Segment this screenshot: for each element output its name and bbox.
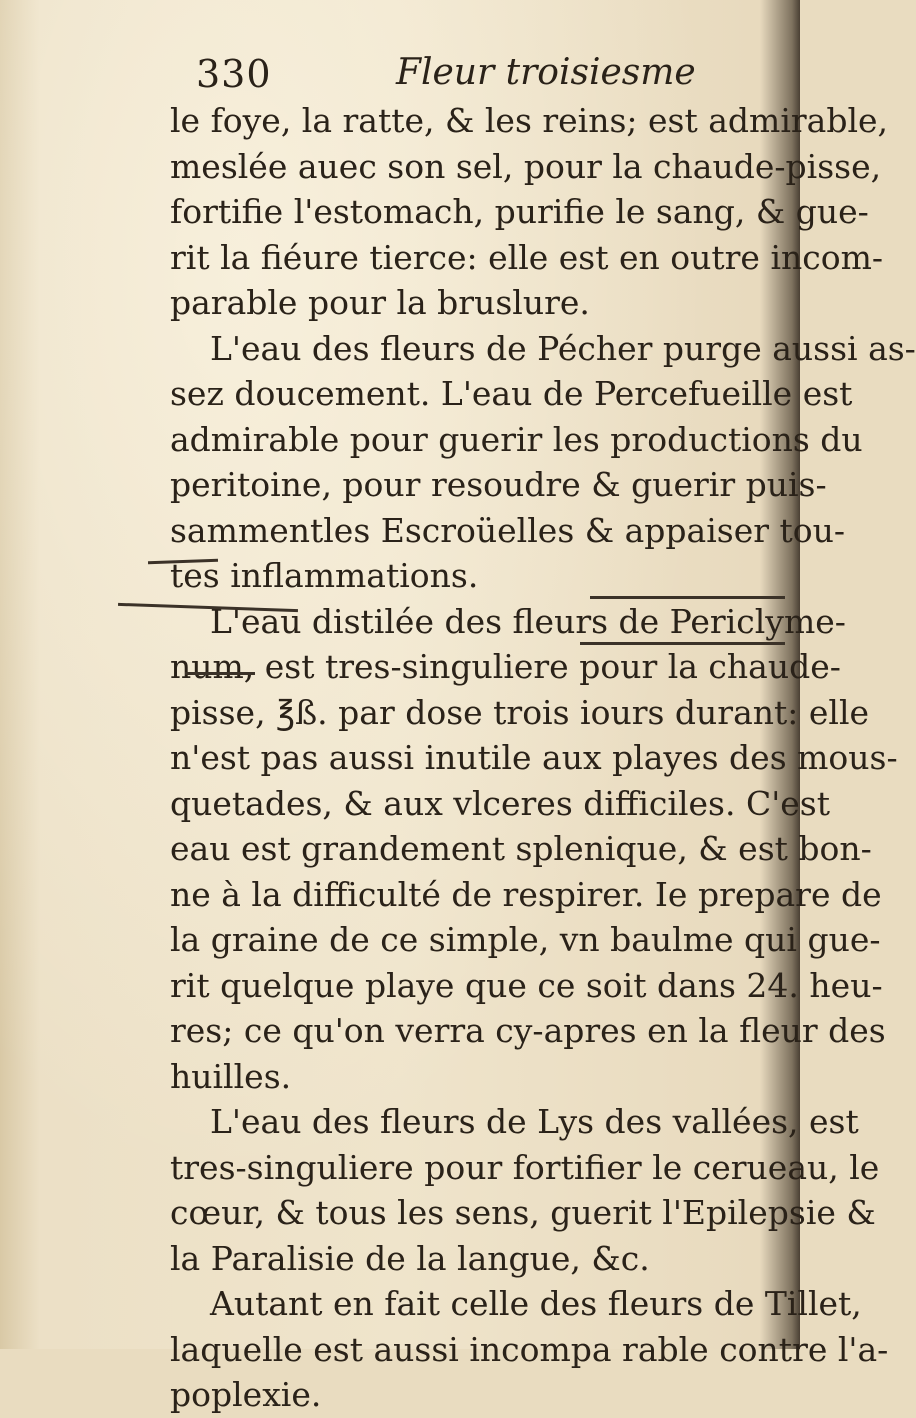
ink-underline-mark: [185, 672, 255, 675]
text-line: le foye, la ratte, & les reins; est admirable,: [170, 101, 889, 140]
text-line: eau est grandement splenique, & est bon-: [170, 829, 872, 868]
text-line: parable pour la bruslure.: [170, 283, 590, 322]
text-line: quetades, & aux vlceres difficiles. C'est: [170, 783, 830, 823]
ink-underline-mark: [580, 642, 785, 645]
text-line: la Paralisie de la langue, &c.: [170, 1238, 650, 1278]
text-line: tes inflammations.: [170, 556, 479, 595]
page-header: [196, 52, 756, 96]
text-line: laquelle est aussi incompa rable contre l'a-: [170, 1329, 889, 1369]
running-title: Fleur troisiesme: [396, 52, 696, 93]
text-line: tres-singuliere pour fortifier le cerueau, le: [170, 1147, 880, 1187]
paragraph-start-line: L'eau des fleurs de Pécher purge aussi as-: [210, 328, 916, 368]
text-line: la graine de ce simple, vn baulme qui gue-: [170, 920, 881, 959]
text-line: rit quelque playe que ce soit dans 24. heu-: [170, 965, 883, 1005]
text-line: meslée auec son sel, pour la chaude-pisse,: [170, 146, 882, 186]
text-line: fortifie l'estomach, purifie le sang, & gue-: [170, 192, 869, 231]
body-text: [170, 98, 916, 1418]
text-line: sammentles Escroüelles & appaiser tou-: [170, 510, 846, 550]
ink-underline-mark: [590, 596, 785, 599]
text-line: poplexie.: [170, 1375, 322, 1414]
text-line: peritoine, pour resoudre & guerir puis-: [170, 465, 827, 504]
text-line: admirable pour guerir les productions du: [170, 419, 863, 459]
paragraph-start-line: L'eau des fleurs de Lys des vallées, est: [210, 1102, 859, 1141]
text-line: cœur, & tous les sens, guerit l'Epilepsie &: [170, 1193, 876, 1232]
page-number: 330: [196, 52, 272, 96]
text-line: rit la fiéure tierce: elle est en outre incom-: [170, 237, 884, 277]
paragraph-start-line: L'eau distilée des fleurs de Periclyme-: [210, 601, 846, 641]
text-line: pisse, ℥ß. par dose trois iours durant: elle: [170, 692, 870, 732]
text-line: huilles.: [170, 1056, 292, 1096]
text-line: sez doucement. L'eau de Percefueille est: [170, 374, 853, 413]
text-line: ne à la difficulté de respirer. Ie prepare de: [170, 874, 882, 914]
text-line: num, est tres-singuliere pour la chaude-: [170, 647, 841, 686]
text-line: res; ce qu'on verra cy-apres en la fleur des: [170, 1011, 886, 1050]
text-line: n'est pas aussi inutile aux playes des mous-: [170, 738, 898, 777]
paragraph-start-line: Autant en fait celle des fleurs de Tillet,: [210, 1284, 862, 1323]
